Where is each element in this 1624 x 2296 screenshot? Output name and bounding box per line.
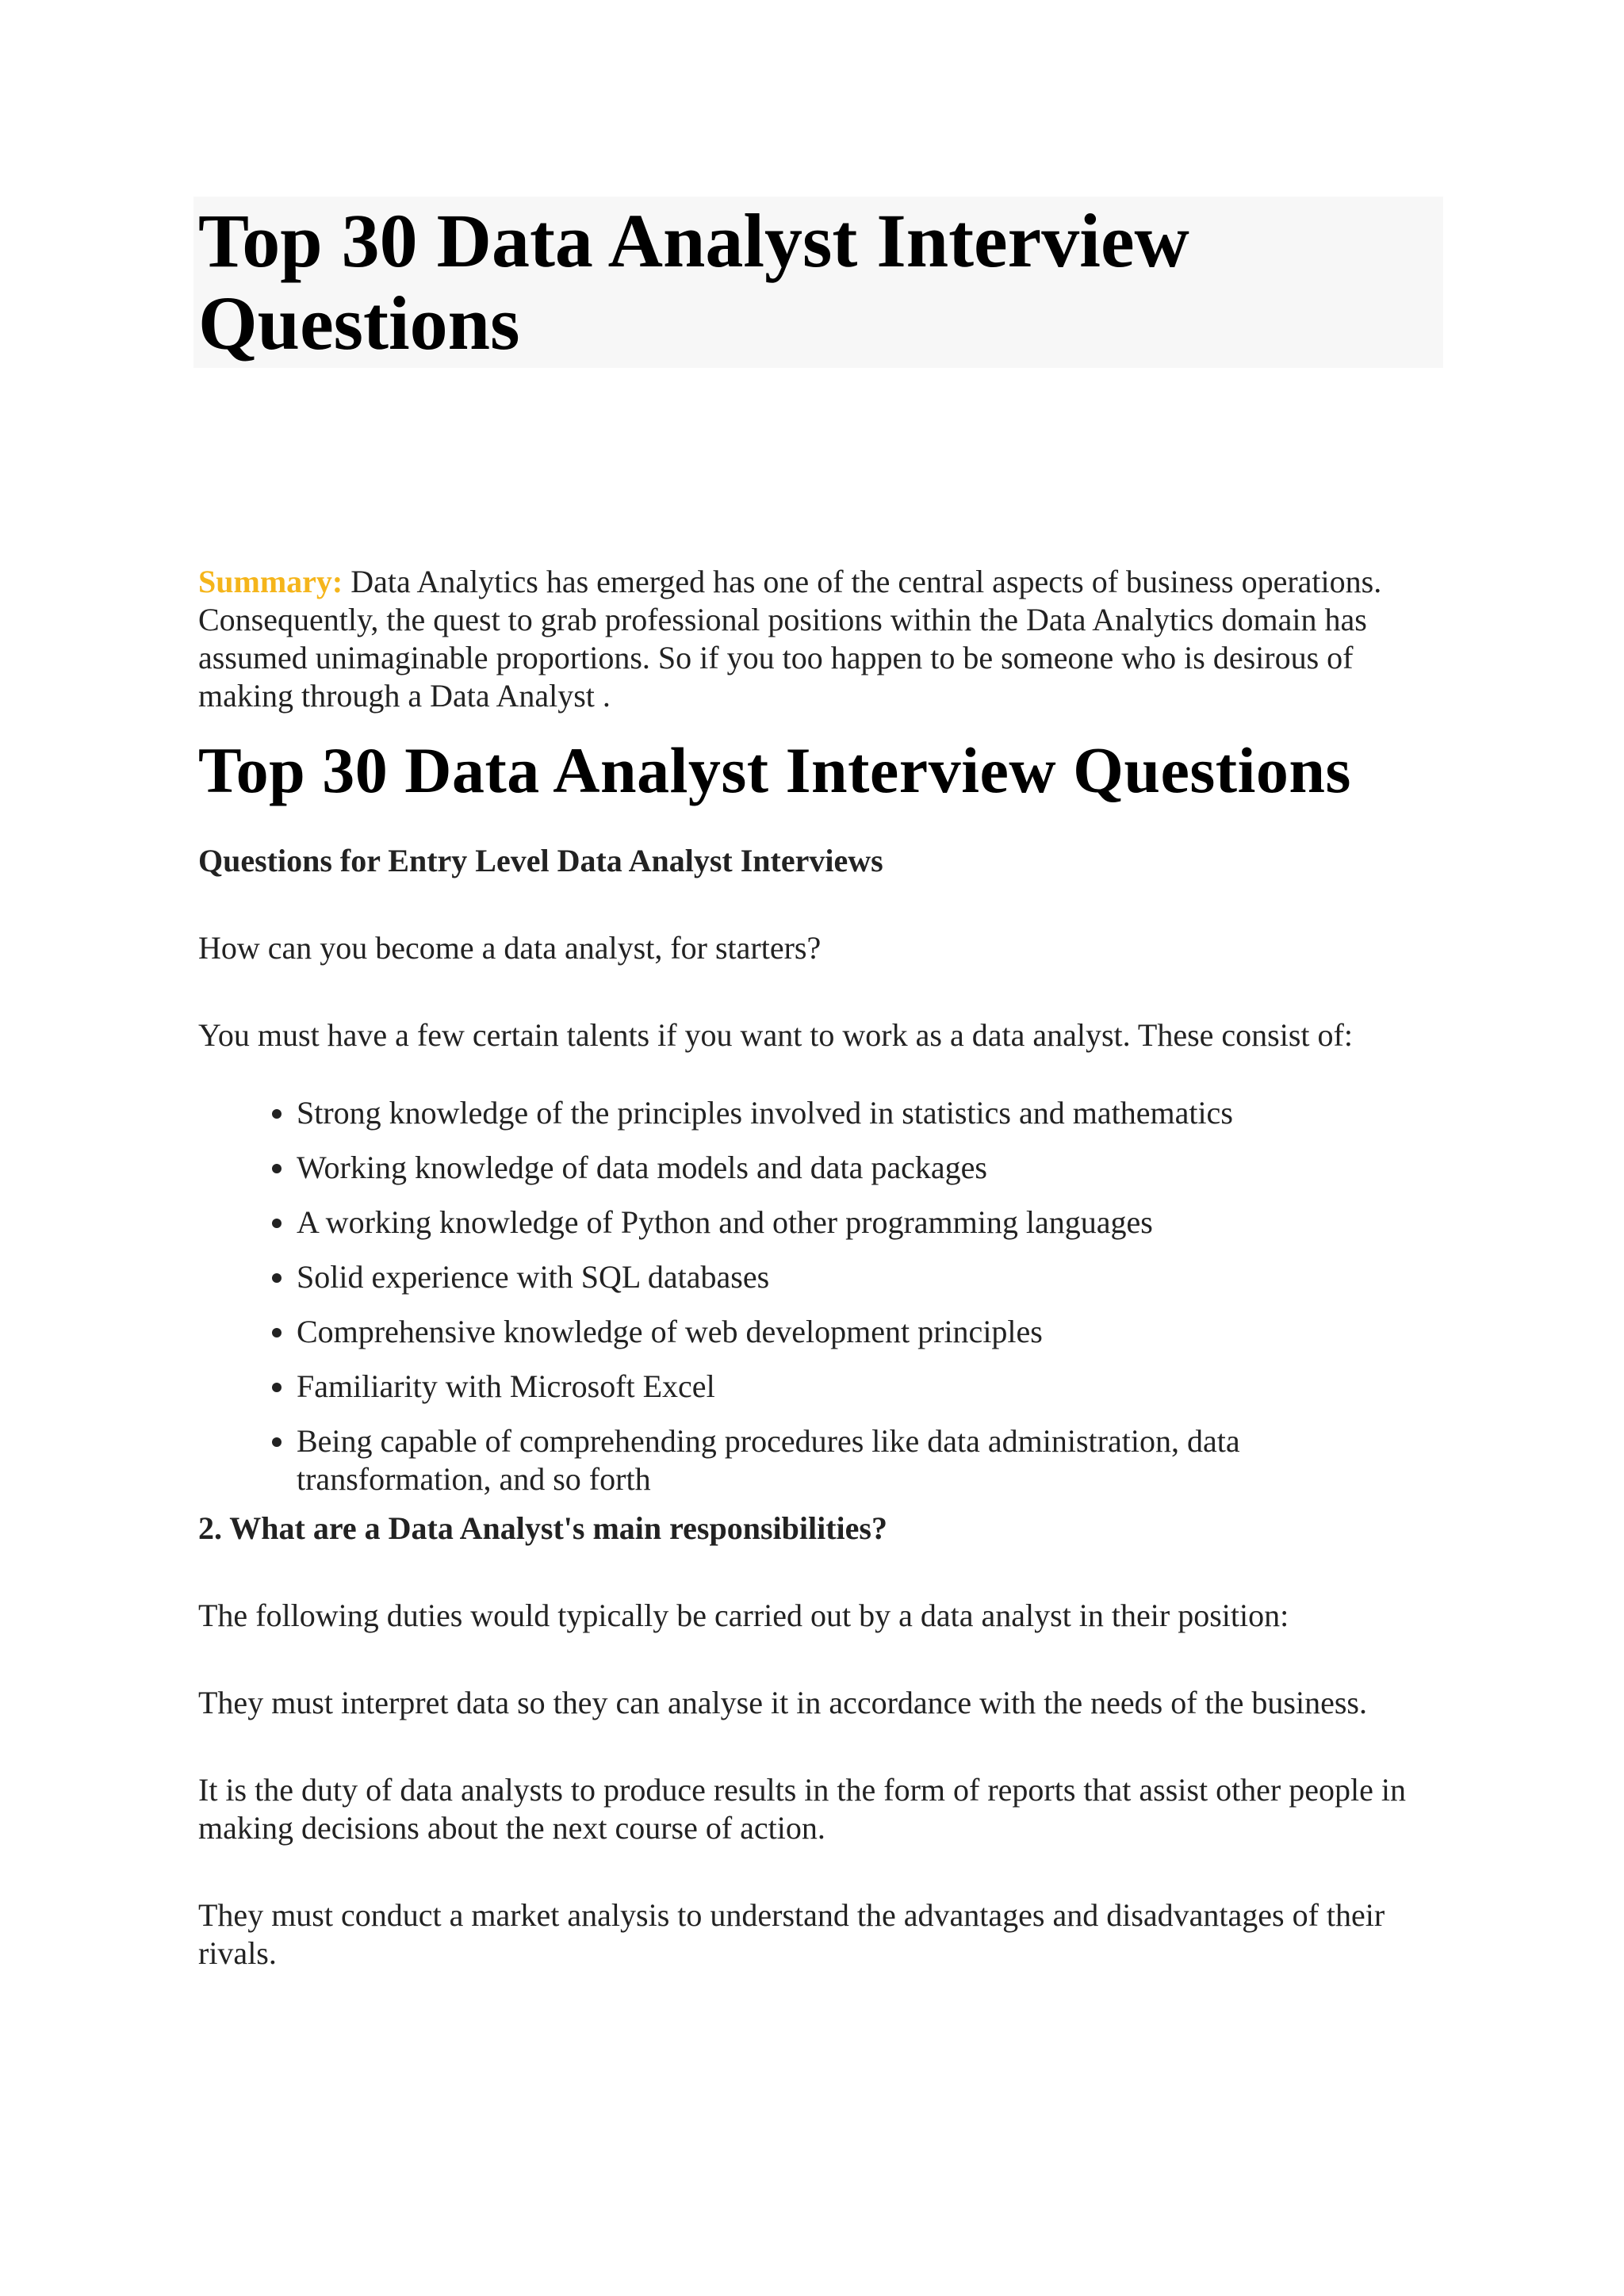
summary-label: Summary: [198, 564, 343, 599]
list-item: • A working knowledge of Python and other programming languages [297, 1203, 1435, 1242]
list-item: • Being capable of comprehending procedures like data administration, data transformation, and so forth [297, 1422, 1435, 1498]
question-2-paragraph: They must interpret data so they can analyse it in accordance with the needs of the business. [198, 1685, 1367, 1720]
list-item: • Strong knowledge of the principles involved in statistics and mathematics [297, 1094, 1435, 1132]
skills-list [198, 1094, 1435, 1498]
article-heading: Top 30 Data Analyst Interview Questions [198, 734, 1351, 806]
question-2-paragraph: It is the duty of data analysts to produce results in the form of reports that assist other people in making decisions about the next course of action. [198, 1772, 1406, 1846]
page-title: Top 30 Data Analyst Interview Questions [198, 198, 1189, 365]
title-banner [193, 197, 1443, 368]
summary-text: Data Analytics has emerged has one of the central aspects of business operations. Consequently, the quest to grab professional positions within the Data Analytics domain has assumed unimaginable proportions. So if you too happen to be someone who is desirous of making through a Data Analyst . [198, 564, 1382, 714]
question-2-heading: 2. What are a Data Analyst's main responsibilities? [198, 1510, 887, 1546]
summary-paragraph [198, 563, 1435, 715]
question-2-paragraph: The following duties would typically be carried out by a data analyst in their position: [198, 1598, 1289, 1633]
list-item: • Working knowledge of data models and data packages [297, 1149, 1435, 1187]
section-heading: Questions for Entry Level Data Analyst Interviews [198, 843, 883, 878]
list-item: • Familiarity with Microsoft Excel [297, 1368, 1435, 1406]
question-1: How can you become a data analyst, for starters? [198, 930, 822, 966]
list-item: • Comprehensive knowledge of web development principles [297, 1313, 1435, 1351]
question-1-intro: You must have a few certain talents if you want to work as a data analyst. These consist of: [198, 1017, 1353, 1053]
list-item: • Solid experience with SQL databases [297, 1258, 1435, 1296]
article-body [198, 563, 1435, 1973]
question-2-paragraph: They must conduct a market analysis to understand the advantages and disadvantages of their rivals. [198, 1897, 1385, 1971]
